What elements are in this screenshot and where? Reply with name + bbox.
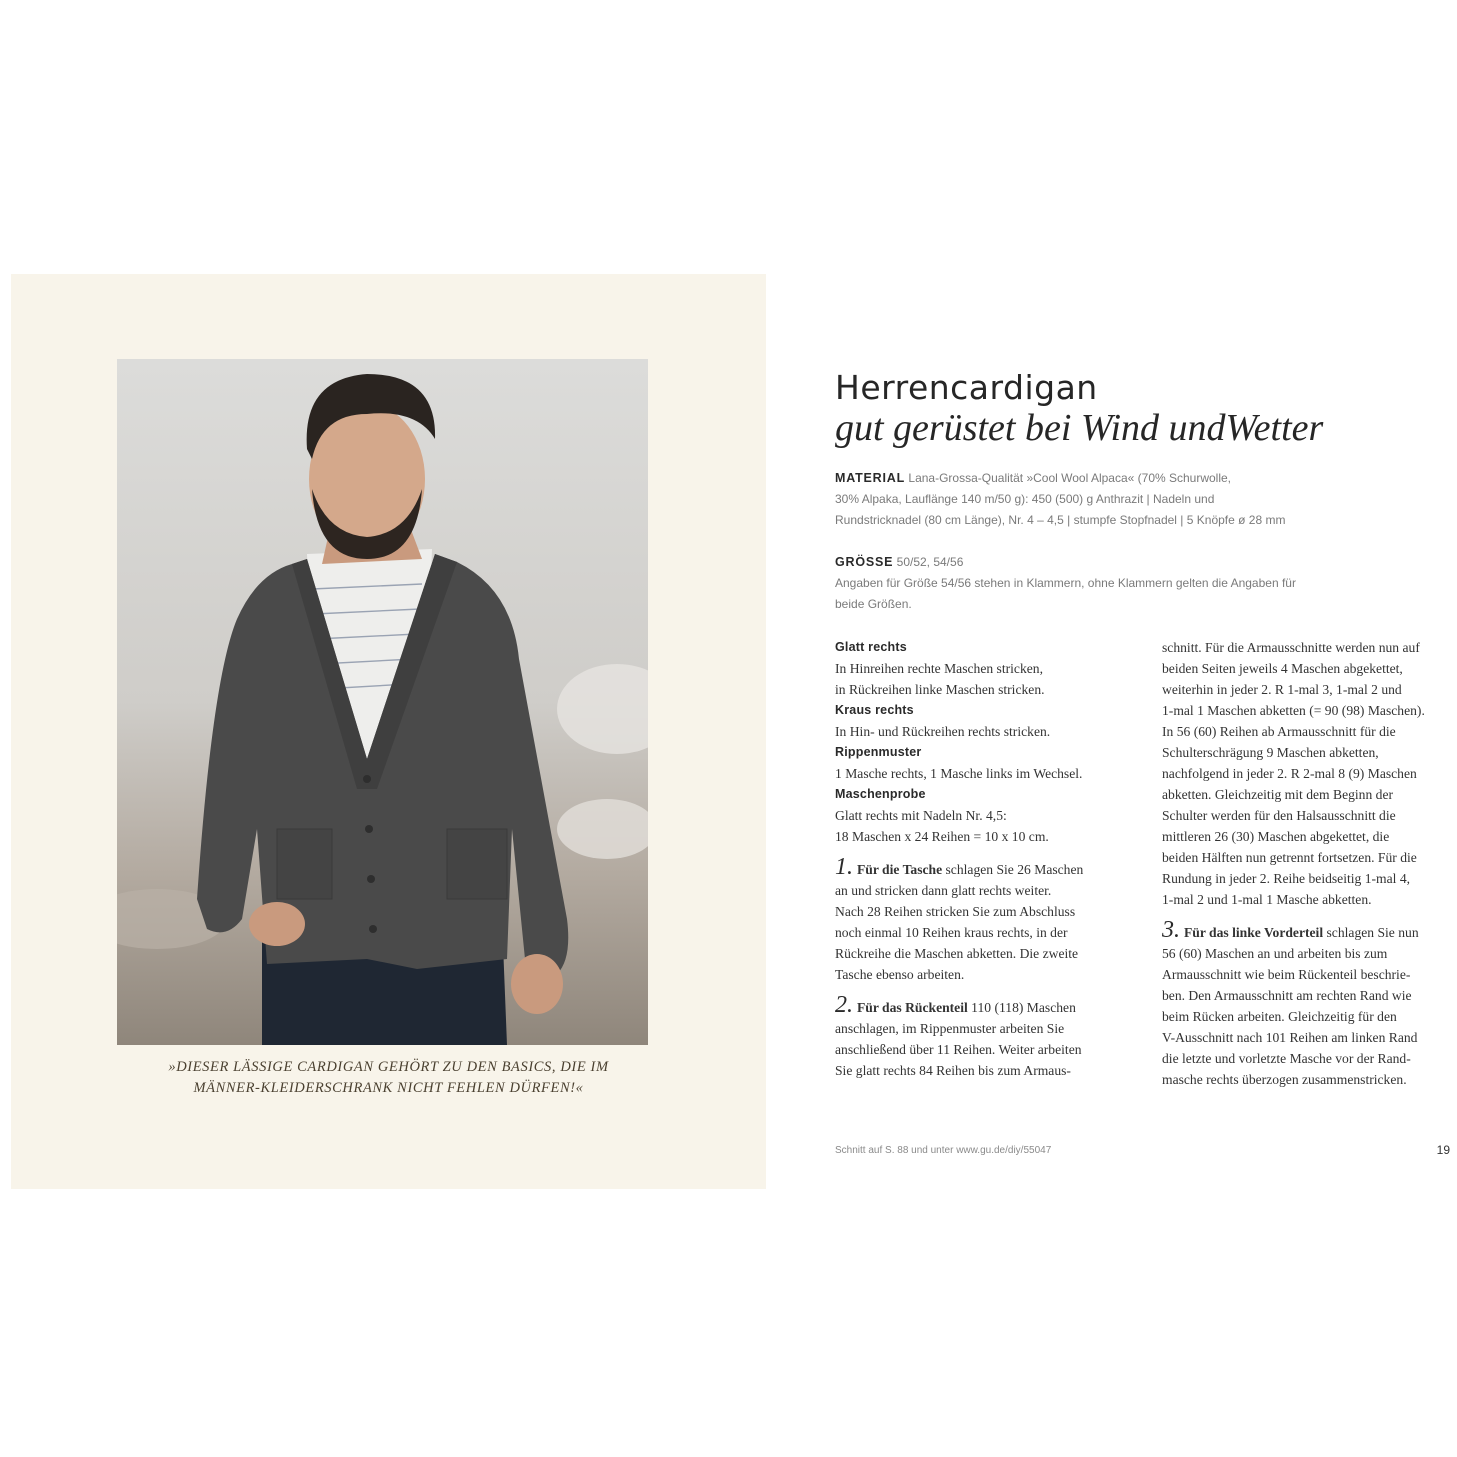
- page-title: Herrencardigan: [835, 368, 1098, 407]
- size-line-1: Angaben für Größe 54/56 stehen in Klammern, ohne Klammern gelten die Angaben für: [835, 576, 1296, 590]
- step-2-cont-line-3: weiterhin in jeder 2. R 1-mal 3, 1-mal 2 und: [1162, 682, 1402, 697]
- column-right: [1162, 637, 1447, 1090]
- caption-line-1: »DIESER LÄSSIGE CARDIGAN GEHÖRT ZU DEN BASICS, DIE IM: [168, 1059, 609, 1075]
- material-line-1: Lana-Grossa-Qualität »Cool Wool Alpaca« (70% Schurwolle,: [908, 471, 1232, 485]
- step-2-cont-line-1: schnitt. Für die Armausschnitte werden nun auf: [1162, 640, 1420, 655]
- size-section: [835, 552, 1355, 615]
- step-2-cont-line-8: abketten. Gleichzeitig mit dem Beginn der: [1162, 787, 1394, 802]
- step-1-line-2: an und stricken dann glatt rechts weiter.: [835, 883, 1052, 898]
- step-1-line-5: Rückreihe die Maschen abketten. Die zweite: [835, 946, 1079, 961]
- size-line-2: beide Größen.: [835, 597, 912, 611]
- material-line-3: Rundstricknadel (80 cm Länge), Nr. 4 – 4,5 | stumpfe Stopfnadel | 5 Knöpfe ø 28 mm: [835, 513, 1286, 527]
- step-2-cont-line-7: nachfolgend in jeder 2. R 2-mal 8 (9) Maschen: [1162, 766, 1417, 781]
- step-3-line-2: 56 (60) Maschen an und arbeiten bis zum: [1162, 946, 1388, 961]
- step-1-number: 1.: [835, 854, 853, 880]
- step-3-heading: Für das linke Vorderteil: [1184, 925, 1324, 940]
- step-3-line-8: masche rechts überzogen zusammenstricken.: [1162, 1072, 1407, 1087]
- probe-line-1: Glatt rechts mit Nadeln Nr. 4,5:: [835, 808, 1007, 823]
- step-2: [835, 992, 1120, 1081]
- step-3-line-5: beim Rücken arbeiten. Gleichzeitig für den: [1162, 1009, 1397, 1024]
- pattern-reference-note: Schnitt auf S. 88 und unter www.gu.de/diy/55047: [835, 1145, 1052, 1156]
- caption-line-2: MÄNNER-KLEIDERSCHRANK NICHT FEHLEN DÜRFEN!«: [193, 1080, 584, 1096]
- step-3-line-1: schlagen Sie nun: [1323, 925, 1419, 940]
- glatt-line-2: in Rückreihen linke Maschen stricken.: [835, 682, 1045, 697]
- step-2-cont-line-2: beiden Seiten jeweils 4 Maschen abgekettet,: [1162, 661, 1403, 676]
- step-2-cont-line-10: mittleren 26 (30) Maschen abgekettet, die: [1162, 829, 1390, 844]
- probe-title: Maschenprobe: [835, 787, 926, 801]
- page-subtitle: gut gerüstet bei Wind undWetter: [835, 407, 1324, 449]
- step-2-cont-line-6: Schulterschrägung 9 Maschen abketten,: [1162, 745, 1379, 760]
- glatt-title: Glatt rechts: [835, 640, 907, 654]
- right-page: [835, 360, 1450, 1160]
- step-1-line-4: noch einmal 10 Reihen kraus rechts, in der: [835, 925, 1068, 940]
- model-photo: [117, 359, 648, 1045]
- step-2-line-2: anschlagen, im Rippenmuster arbeiten Sie: [835, 1021, 1065, 1036]
- step-3-number: 3.: [1162, 917, 1180, 943]
- step-3-line-4: ben. Den Armausschnitt am rechten Rand wie: [1162, 988, 1412, 1003]
- cardigan-illustration: [117, 359, 648, 1045]
- step-2-cont-line-4: 1-mal 1 Maschen abketten (= 90 (98) Maschen).: [1162, 703, 1425, 718]
- step-1-heading: Für die Tasche: [857, 862, 943, 877]
- step-1: [835, 854, 1120, 985]
- step-3-line-3: Armausschnitt wie beim Rückenteil beschrie-: [1162, 967, 1411, 982]
- size-label: GRÖSSE: [835, 555, 894, 569]
- step-2-cont-line-13: 1-mal 2 und 1-mal 1 Masche abketten.: [1162, 892, 1372, 907]
- step-2-cont-line-11: beiden Hälften nun getrennt fortsetzen. Für die: [1162, 850, 1417, 865]
- step-2-number: 2.: [835, 992, 853, 1018]
- left-page: [11, 274, 766, 1189]
- photo-caption: [71, 1057, 706, 1099]
- material-line-2: 30% Alpaka, Lauflänge 140 m/50 g): 450 (500) g Anthrazit | Nadeln und: [835, 492, 1215, 506]
- probe-line-2: 18 Maschen x 24 Reihen = 10 x 10 cm.: [835, 829, 1049, 844]
- rippen-line-1: 1 Masche rechts, 1 Masche links im Wechsel.: [835, 766, 1083, 781]
- step-2-heading: Für das Rückenteil: [857, 1000, 968, 1015]
- step-2-cont-line-9: Schulter werden für den Halsausschnitt die: [1162, 808, 1396, 823]
- step-3-line-7: die letzte und vorletzte Masche vor der Rand-: [1162, 1051, 1411, 1066]
- column-left: [835, 637, 1120, 1081]
- material-label: MATERIAL: [835, 471, 906, 485]
- kraus-title: Kraus rechts: [835, 703, 914, 717]
- material-section: [835, 468, 1355, 531]
- size-values: 50/52, 54/56: [896, 555, 964, 569]
- step-3-line-6: V-Ausschnitt nach 101 Reihen am linken Rand: [1162, 1030, 1418, 1045]
- rippen-title: Rippenmuster: [835, 745, 922, 759]
- step-2-cont-line-5: In 56 (60) Reihen ab Armausschnitt für die: [1162, 724, 1396, 739]
- step-1-line-6: Tasche ebenso arbeiten.: [835, 967, 965, 982]
- step-2-line-3: anschließend über 11 Reihen. Weiter arbeiten: [835, 1042, 1082, 1057]
- step-1-line-3: Nach 28 Reihen stricken Sie zum Abschluss: [835, 904, 1076, 919]
- step-2-cont-line-12: Rundung in jeder 2. Reihe beidseitig 1-mal 4,: [1162, 871, 1411, 886]
- step-3: [1162, 917, 1447, 1090]
- glatt-line-1: In Hinreihen rechte Maschen stricken,: [835, 661, 1043, 676]
- step-1-line-1: schlagen Sie 26 Maschen: [942, 862, 1084, 877]
- step-2-line-4: Sie glatt rechts 84 Reihen bis zum Armaus-: [835, 1063, 1071, 1078]
- kraus-line-1: In Hin- und Rückreihen rechts stricken.: [835, 724, 1051, 739]
- page-number: 19: [1436, 1143, 1450, 1157]
- step-2-line-1: 110 (118) Maschen: [967, 1000, 1076, 1015]
